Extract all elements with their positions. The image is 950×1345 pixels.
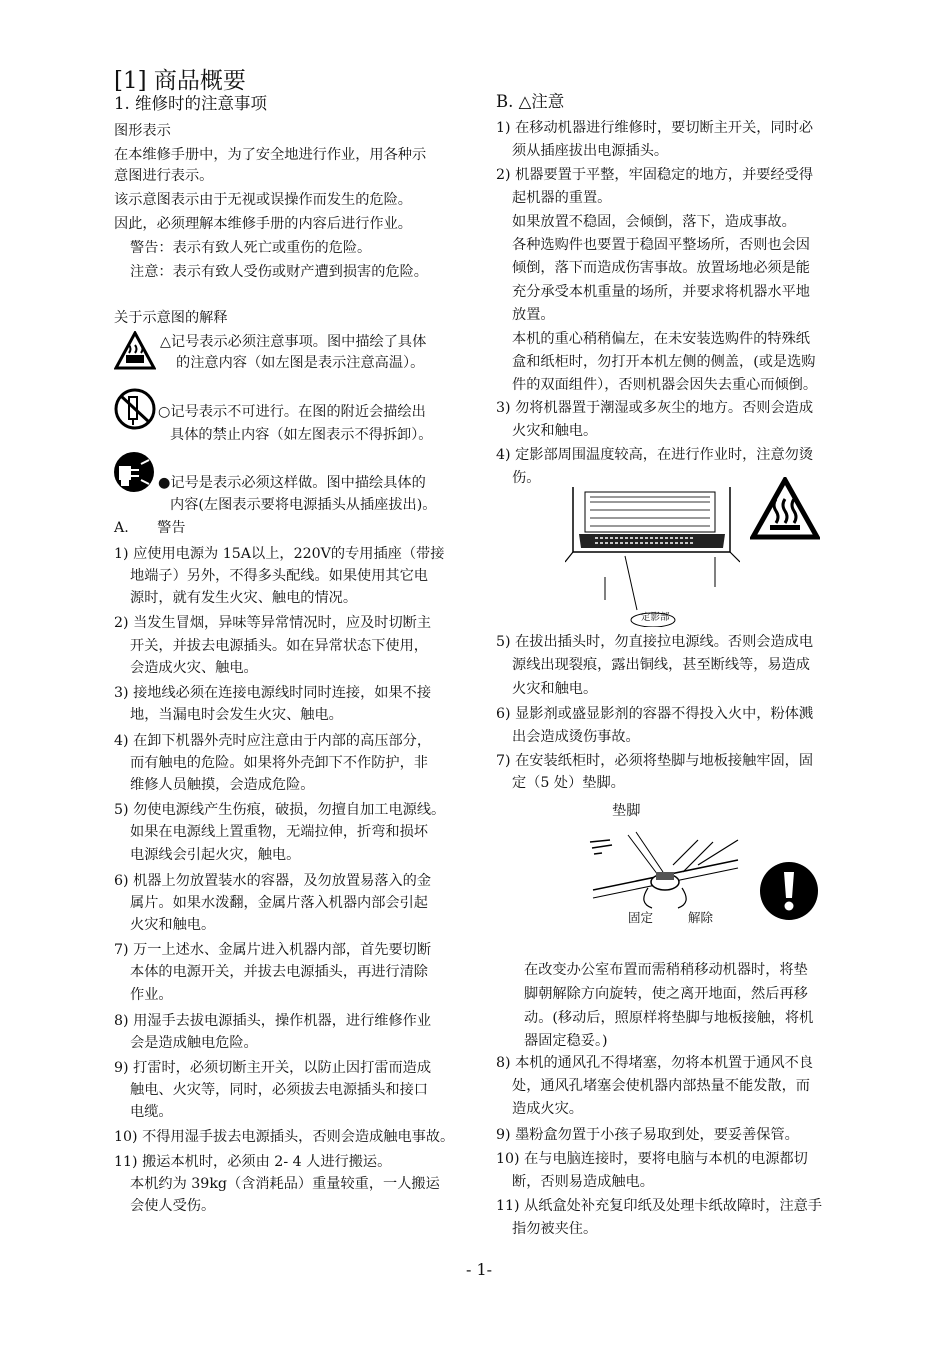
right-text-line: 脚朝解除方向旋转，使之离开地面，然后再移 <box>524 986 808 1002</box>
right-text-line: 盒和纸柜时，勿打开本机左侧的侧盖，(或是选购 <box>512 354 816 370</box>
left-text-line: 本机约为 39kg（含消耗品）重量较重，一人搬运 <box>130 1176 440 1192</box>
right-text-line: 充分承受本机重量的场所，并要求将机器水平地 <box>512 284 810 300</box>
fuser-label: 定影部 <box>641 612 670 623</box>
right-text-line: 3) 勿将机器置于潮湿或多灰尘的地方。否则会造成 <box>496 400 814 416</box>
right-text-line: 6) 显影剂或盛显影剂的容器不得投入火中，粉体溅 <box>496 706 814 722</box>
left-text-line: 开关，并拔去电源插头。如在异常状态下使用， <box>130 638 428 654</box>
fuser-figure <box>565 482 740 627</box>
right-text-line: 断，否则易造成触电。 <box>512 1174 654 1190</box>
left-text-line: 电源线会引起火灾，触电。 <box>130 847 301 863</box>
left-text-line: 5) 勿使电源线产生伤痕，破损，勿擅自加工电源线。 <box>114 802 446 818</box>
left-text-line: 作业。 <box>130 987 173 1003</box>
left-text-line: 维修人员触摸，会造成危险。 <box>130 777 315 793</box>
left-text-line: 该示意图表示由于无视或误操作而发生的危险。 <box>114 192 412 208</box>
left-text-line: 因此，必须理解本维修手册的内容后进行作业。 <box>114 216 412 232</box>
left-text-line: 火灾和触电。 <box>130 917 216 933</box>
left-text-line: 会是造成触电危险。 <box>130 1035 258 1051</box>
right-text-line: 5) 在拔出插头时，勿直接拉电源线。否则会造成电 <box>496 634 814 650</box>
left-text-line: 源时，就有发生火灾、触电的情况。 <box>130 590 358 606</box>
left-text-line: 3) 接地线必须在连接电源线时同时连接，如果不接 <box>114 685 432 701</box>
left-text-line: 10) 不得用湿手拔去电源插头，否则会造成触电事故。 <box>114 1129 455 1145</box>
right-text-line: 处，通风孔堵塞会使机器内部热量不能发散，而 <box>512 1078 810 1094</box>
right-text-line: 7) 在安装纸柜时，必须将垫脚与地板接触牢固，固 <box>496 753 814 769</box>
left-text-line: 警告：表示有致人死亡或重伤的危险。 <box>130 240 372 256</box>
right-text-line: 动。(移动后，照原样将垫脚与地板接触，将机 <box>524 1010 814 1026</box>
left-text-line: 注意：表示有致人受伤或财产遭到损害的危险。 <box>130 264 428 280</box>
right-text-line: 倾倒，落下而造成伤害事故。放置场地必须是能 <box>512 260 810 276</box>
left-text-line: 会造成火灾、触电。 <box>130 660 258 676</box>
page-title: [1] 商品概要 <box>114 68 246 94</box>
right-text-line: 伤。 <box>512 470 541 486</box>
right-text-line: 2) 机器要置于平整，牢固稳定的地方，并要经受得 <box>496 167 814 183</box>
left-text-line: 7) 万一上述水、金属片进入机器内部，首先要切断 <box>114 942 432 958</box>
left-text-line: 6) 机器上勿放置装水的容器，及勿放置易落入的金 <box>114 873 432 889</box>
mandatory-unplug-icon <box>111 450 157 494</box>
right-text-line: 10) 在与电脑连接时，要将电脑与本机的电源都切 <box>496 1151 808 1167</box>
left-text-line: 4) 在卸下机器外壳时应注意由于内部的高压部分， <box>114 733 432 749</box>
left-text-line: 9) 打雷时，必须切断主开关，以防止因打雷而造成 <box>114 1060 432 1076</box>
right-text-line: 火灾和触电。 <box>512 681 598 697</box>
foot-figure-title: 垫脚 <box>612 803 641 819</box>
right-text-line: 器固定稳妥。) <box>524 1033 608 1049</box>
right-text-line: 如果放置不稳固，会倾倒，落下，造成事故。 <box>512 214 796 230</box>
left-text-line: 电缆。 <box>130 1104 173 1120</box>
left-text-line: 2) 当发生冒烟，异味等异常情况时，应及时切断主 <box>114 615 432 631</box>
right-text-line: 造成火灾。 <box>512 1101 583 1117</box>
release-label: 解除 <box>688 910 714 925</box>
section-heading-left: 1. 维修时的注意事项 <box>114 94 267 113</box>
left-text-line: 的注意内容（如左图是表示注意高温）。 <box>176 355 425 371</box>
left-text-line: 触电、火灾等，同时，必须拔去电源插头和接口 <box>130 1082 428 1098</box>
left-text-line: 1) 应使用电源为 15A以上，220V的专用插座（带接 <box>114 546 445 562</box>
left-text-line: A. 警告 <box>114 520 186 536</box>
page-number: - 1- <box>466 1260 493 1279</box>
right-text-line: 定（5 处）垫脚。 <box>512 775 625 791</box>
mandatory-action-icon <box>758 860 820 922</box>
left-text-line: 图形表示 <box>114 123 171 139</box>
left-text-line: ○记号表示不可进行。在图的附近会描绘出 <box>158 404 426 420</box>
right-text-line: 指勿被夹住。 <box>512 1221 598 1237</box>
fixed-label: 固定 <box>628 910 654 925</box>
prohibition-disassemble-icon <box>112 387 158 431</box>
foot-adjuster-figure <box>588 830 748 925</box>
right-text-line: 火灾和触电。 <box>512 423 598 439</box>
right-text-line: 11) 从纸盒处补充复印纸及处理卡纸故障时，注意手 <box>496 1198 823 1214</box>
right-text-line: 放置。 <box>512 307 555 323</box>
left-text-line: 11) 搬运本机时，必须由 2- 4 人进行搬运。 <box>114 1154 392 1170</box>
left-text-line: 地端子）另外，不得多头配线。如果使用其它电 <box>130 568 428 584</box>
right-text-line: 4) 定影部周围温度较高，在进行作业时，注意勿烫 <box>496 447 814 463</box>
section-heading-right: B. △注意 <box>496 92 565 111</box>
left-text-line: 如果在电源线上置重物，无端拉伸，折弯和损坏 <box>130 824 428 840</box>
right-text-line: 出会造成烫伤事故。 <box>512 729 640 745</box>
hot-surface-icon <box>750 477 820 541</box>
caution-hot-icon <box>114 331 156 371</box>
right-text-line: 起机器的重置。 <box>512 190 612 206</box>
left-text-line: 本体的电源开关，并拔去电源插头，再进行清除 <box>130 964 428 980</box>
right-text-line: 件的双面组件），否则机器会因失去重心而倾倒。 <box>512 377 818 393</box>
right-text-line: 须从插座拔出电源插头。 <box>512 143 669 159</box>
left-text-line: 关于示意图的解释 <box>114 310 228 326</box>
right-text-line: 各种选购件也要置于稳固平整场所，否则也会因 <box>512 237 810 253</box>
left-text-line: 内容(左图表示要将电源插头从插座拔出)。 <box>170 497 437 513</box>
left-text-line: 意图进行表示。 <box>114 168 214 184</box>
right-text-line: 在改变办公室布置而需稍稍移动机器时，将垫 <box>524 962 808 978</box>
right-text-line: 9) 墨粉盒勿置于小孩子易取到处，要妥善保管。 <box>496 1127 799 1143</box>
right-text-line: 8) 本机的通风孔不得堵塞，勿将本机置于通风不良 <box>496 1055 814 1071</box>
left-text-line: 会使人受伤。 <box>130 1198 216 1214</box>
left-text-line: 而有触电的危险。如果将外壳卸下不作防护，非 <box>130 755 428 771</box>
left-text-line: 具体的禁止内容（如左图表示不得拆卸）。 <box>170 427 433 443</box>
left-text-line: △记号表示必须注意事项。图中描绘了具体 <box>160 334 427 350</box>
left-text-line: 地，当漏电时会发生火灾、触电。 <box>130 707 343 723</box>
left-text-line: ●记号是表示必须这样做。图中描绘具体的 <box>158 475 426 491</box>
right-text-line: 源线出现裂痕，露出铜线，甚至断线等，易造成 <box>512 657 810 673</box>
left-text-line: 在本维修手册中，为了安全地进行作业，用各种示 <box>114 147 427 163</box>
left-text-line: 8) 用湿手去拔电源插头，操作机器，进行维修作业 <box>114 1013 432 1029</box>
right-text-line: 1) 在移动机器进行维修时，要切断主开关，同时必 <box>496 120 814 136</box>
right-text-line: 本机的重心稍稍偏左，在未安装选购件的特殊纸 <box>512 331 810 347</box>
left-text-line: 属片。如果水泼翻，金属片落入机器内部会引起 <box>130 895 428 911</box>
